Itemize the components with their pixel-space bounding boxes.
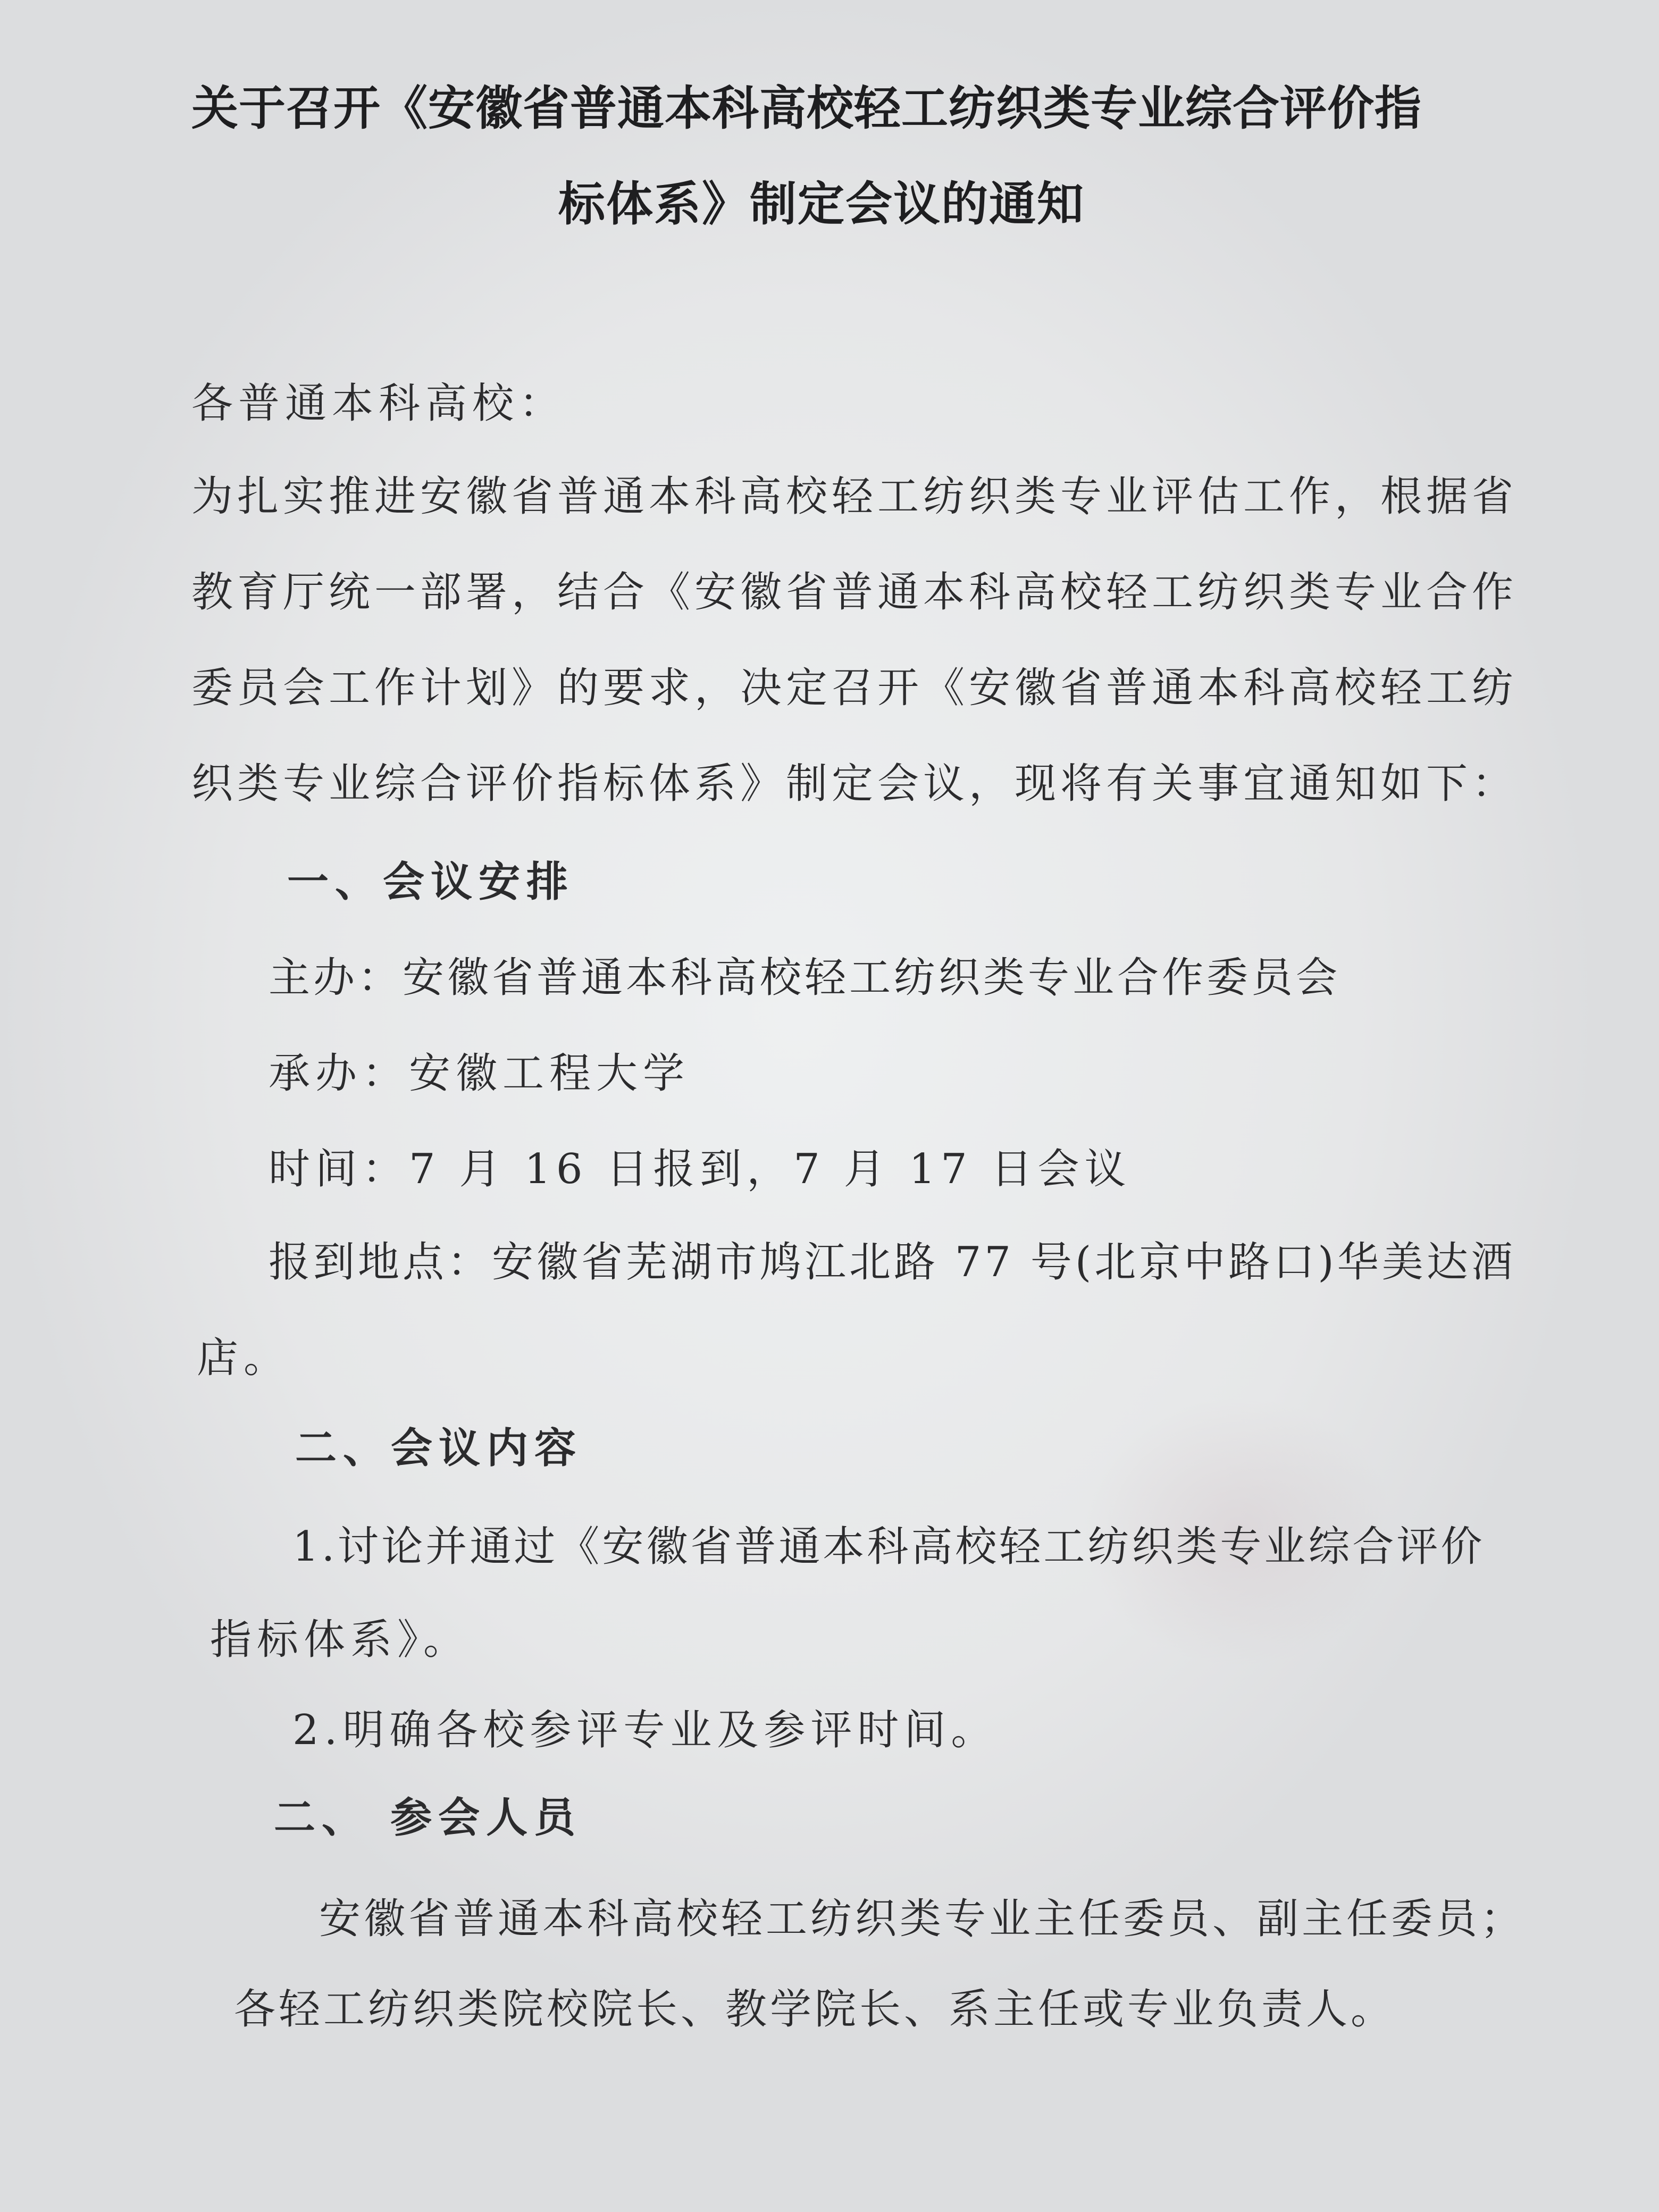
intro-line-2: 教育厅统一部署，结合《安徽省普通本科高校轻工纺织类专业合作 [191,568,1518,616]
organizer-line: 主办：安徽省普通本科高校轻工纺织类专业合作委员会 [269,954,1341,1002]
intro-line-1: 为扎实推进安徽省普通本科高校轻工纺织类专业评估工作，根据省 [191,473,1518,521]
notice-title-line-1: 关于召开《安徽省普通本科高校轻工纺织类专业综合评价指 [191,81,1422,136]
notice-title-line-2: 标体系》制定会议的通知 [558,177,1085,231]
participants-line-1: 安徽省普通本科高校轻工纺织类专业主任委员、副主任委员； [319,1895,1526,1943]
host-line: 承办：安徽工程大学 [269,1050,690,1097]
location-line-2: 店。 [197,1334,291,1382]
content-item-1-line-1: 1.讨论并通过《安徽省普通本科高校轻工纺织类专业综合评价 [292,1523,1485,1571]
content-item-1-line-2: 指标体系》。 [210,1616,471,1664]
participants-line-2: 各轻工纺织类院校院长、教学院长、系主任或专业负责人。 [234,1985,1396,2033]
location-line-1: 报到地点：安徽省芜湖市鸠江北路 77 号(北京中路口)华美达酒 [269,1238,1516,1286]
section-heading-arrangement: 一、会议安排 [287,858,575,906]
time-line: 时间：7 月 16 日报到，7 月 17 日会议 [269,1145,1132,1193]
salutation: 各普通本科高校： [191,380,566,428]
intro-line-3: 委员会工作计划》的要求，决定召开《安徽省普通本科高校轻工纺 [191,664,1518,712]
section-heading-content: 二、会议内容 [295,1425,583,1472]
section-heading-participants: 二、 参会人员 [274,1794,582,1842]
content-item-2: 2.明确各校参评专业及参评时间。 [292,1706,998,1754]
intro-line-4: 织类专业综合评价指标体系》制定会议，现将有关事宜通知如下： [191,760,1518,808]
